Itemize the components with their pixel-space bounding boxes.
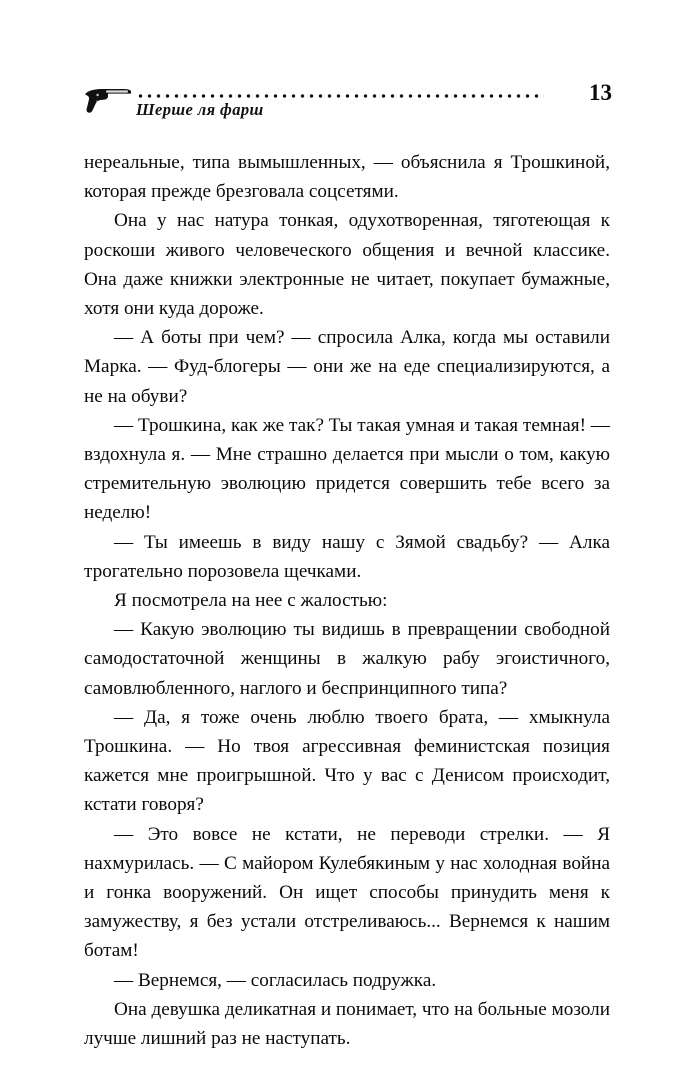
- paragraph: — Это вовсе не кстати, не переводи стрелки. — Я нахмурилась. — С майором Кулебякиным у нас холодная война и гонка вооружений. Он ищет способы принудить меня к замужеству, я без устали отстреливаюсь... Вернемся к нашим ботам!: [84, 823, 610, 962]
- paragraph: Она у нас натура тонкая, одухотворенная, тяготеющая к роскоши живого человеческого общения и вечной классике. Она даже книжки электронные не читает, покупает бумажные, хотя они куда дороже.: [84, 210, 610, 320]
- paragraph: — Трошкина, как же так? Ты такая умная и такая темная! — вздохнула я. — Мне страшно делается при мысли о том, какую стремительную эволюцию придется совершить тебе всего за неделю!: [84, 414, 610, 524]
- paragraph: — А боты при чем? — спросила Алка, когда мы оставили Марка. — Фуд-блогеры — они же на еде специализируются, а не на обуви?: [84, 327, 610, 407]
- book-title: Шерше ля фарш: [136, 100, 264, 119]
- paragraph: — Вернемся, — согласилась подружка.: [114, 969, 437, 991]
- paragraph: Она девушка деликатная и понимает, что на больные мозоли лучше лишний раз не наступать.: [84, 998, 610, 1050]
- page-number: 13: [589, 80, 612, 105]
- paragraph: Я посмотрела на нее с жалостью:: [114, 590, 388, 612]
- running-head: [84, 78, 612, 122]
- paragraph: нереальные, типа вымышленных, — объяснила я Трошкиной, которая прежде брезговала соцсетями.: [84, 152, 610, 203]
- revolver-icon: [84, 84, 132, 114]
- paragraph: — Ты имеешь в виду нашу с Зямой свадьбу? — Алка трогательно порозовела щечками.: [84, 531, 610, 582]
- paragraph: — Какую эволюцию ты видишь в превращении свободной самодостаточной женщины в жалкую рабу эгоистичного, самовлюбленного, наглого и беспринципного типа?: [84, 619, 610, 699]
- paragraph: — Да, я тоже очень люблю твоего брата, — хмыкнула Трошкина. — Но твоя агрессивная феминистская позиция кажется мне проигрышной. Что у вас с Денисом происходит, кстати говоря?: [84, 706, 610, 816]
- dotted-rule: [136, 94, 544, 98]
- page-body: [84, 148, 610, 1053]
